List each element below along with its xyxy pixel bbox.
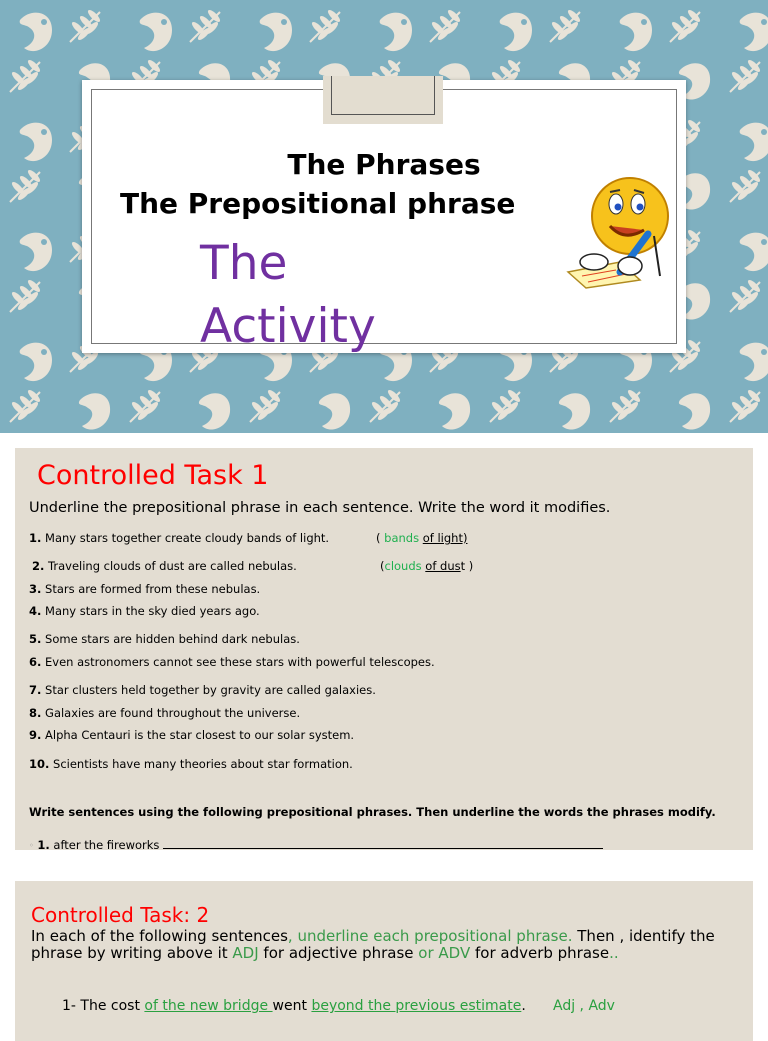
title-slide — [0, 0, 768, 433]
example-sentence-1: 1- The cost of the new bridge went beyond the previous estimate. — [62, 998, 526, 1014]
task1-instruction: Underline the prepositional phrase in each sentence. Write the word it modifies. — [29, 500, 611, 516]
task2-instruction: In each of the following sentences, underline each prepositional phrase. Then , identify the phrase by writing above it ADJ for adjective phrase or ADV for adverb phrase.. — [31, 927, 715, 962]
list-item: 9. Alpha Centauri is the star closest to our solar system. — [29, 728, 355, 742]
smiley-writing-icon — [560, 176, 672, 296]
sentence-prompt-1: ◦ 1. after the fireworks — [29, 838, 603, 852]
list-item: 5. Some stars are hidden behind dark nebulas. — [29, 632, 300, 646]
example-answer-1: Adj , Adv — [553, 998, 615, 1014]
answer-2: (clouds of dust ) — [380, 559, 474, 573]
task2-heading: Controlled Task: 2 — [31, 903, 210, 927]
list-item: 1. Many stars together create cloudy bands of light. — [29, 531, 330, 545]
task1-instruction-2: Write sentences using the following prepositional phrases. Then underline the words the phrases modify. — [29, 805, 716, 819]
task1-heading: Controlled Task 1 — [37, 460, 269, 491]
title-line-2: The Prepositional phrase — [120, 187, 516, 220]
list-item: 4. Many stars in the sky died years ago. — [29, 604, 260, 618]
activity-heading: The Activity — [200, 236, 376, 354]
task2-slide — [15, 881, 753, 1041]
answer-1: ( bands of light) — [376, 531, 468, 545]
list-item: 7. Star clusters held together by gravity are called galaxies. — [29, 683, 376, 697]
list-item: 3. Stars are formed from these nebulas. — [29, 582, 261, 596]
list-item: 6. Even astronomers cannot see these stars with powerful telescopes. — [29, 655, 435, 669]
list-item: 2. Traveling clouds of dust are called nebulas. — [32, 559, 297, 573]
answer-blank[interactable] — [163, 840, 603, 849]
title-card — [82, 80, 686, 353]
list-item: 8. Galaxies are found throughout the universe. — [29, 706, 301, 720]
task1-slide — [15, 448, 753, 850]
title-line-1: The Phrases — [287, 148, 481, 181]
card-tab — [323, 76, 443, 124]
list-item: 10. Scientists have many theories about star formation. — [29, 757, 353, 771]
